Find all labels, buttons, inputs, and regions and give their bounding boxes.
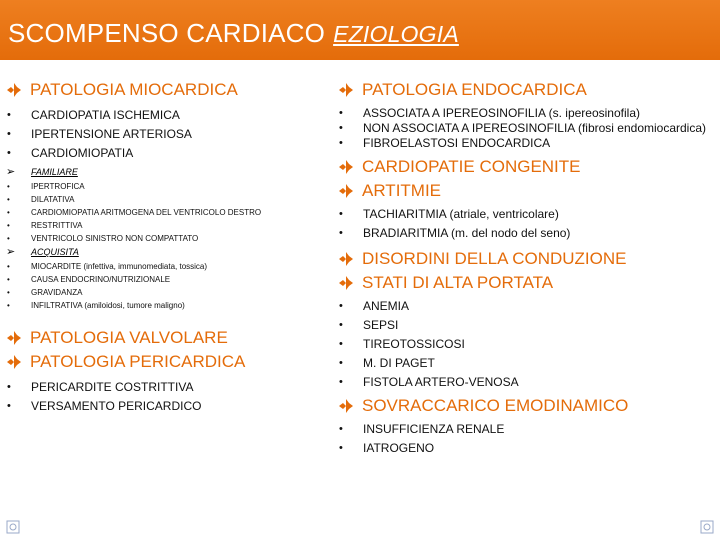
- list-item: • CARDIOMIOPATIA: [7, 146, 134, 160]
- page-title: [8, 18, 459, 49]
- diamond-bullet-icon: [338, 251, 354, 267]
- list-item: • GRAVIDANZA: [7, 288, 83, 297]
- diamond-bullet-icon: [6, 82, 22, 98]
- diamond-bullet-icon: [6, 354, 22, 370]
- title-main: SCOMPENSO CARDIACO: [8, 18, 326, 48]
- list-item: • RESTRITTIVA: [7, 221, 83, 230]
- title-bar: [0, 0, 720, 60]
- heading-patologia-endocardica: PATOLOGIA ENDOCARDICA: [338, 78, 718, 102]
- diamond-bullet-icon: [338, 159, 354, 175]
- list-item: • CAUSA ENDOCRINO/NUTRIZIONALE: [7, 275, 171, 284]
- list-item: • ANEMIA: [339, 299, 410, 313]
- list-item: • SEPSI: [339, 318, 399, 332]
- list-item: • TIREOTOSSICOSI: [339, 337, 465, 351]
- list-item: • FIBROELASTOSI ENDOCARDICA: [339, 136, 551, 150]
- list-item: • INFILTRATIVA (amiloidosi, tumore maligno): [7, 301, 185, 310]
- list-item: • M. DI PAGET: [339, 356, 435, 370]
- list-item: • TACHIARITMIA (atriale, ventricolare): [339, 207, 559, 221]
- slide-logo-icon: [6, 520, 20, 534]
- heading-patologia-pericardica: PATOLOGIA PERICARDICA: [6, 350, 341, 374]
- title-sub: EZIOLOGIA: [333, 21, 459, 47]
- right-column: [338, 78, 718, 456]
- heading-stati-alta-portata: STATI DI ALTA PORTATA: [338, 271, 718, 295]
- list-item: • NON ASSOCIATA A IPEREOSINOFILIA (fibrosi endomiocardica): [339, 121, 707, 135]
- list-item: • CARDIOPATIA ISCHEMICA: [7, 108, 180, 122]
- list-item: • IPERTROFICA: [7, 182, 85, 191]
- arrow-bullet-icon: ➢: [6, 246, 16, 258]
- list-item: • VERSAMENTO PERICARDICO: [7, 399, 202, 413]
- heading-cardiopatie-congenite: CARDIOPATIE CONGENITE: [338, 155, 718, 179]
- list-item: • VENTRICOLO SINISTRO NON COMPATTATO: [7, 234, 199, 243]
- diamond-bullet-icon: [338, 183, 354, 199]
- slide-logo-icon: [700, 520, 714, 534]
- heading-patologia-valvolare: PATOLOGIA VALVOLARE: [6, 326, 341, 350]
- list-item: • PERICARDITE COSTRITTIVA: [7, 380, 194, 394]
- heading-aritmie: ARTITMIE: [338, 179, 718, 203]
- list-item: • ASSOCIATA A IPEREOSINOFILIA (s. ipereosinofila): [339, 106, 640, 120]
- list-item: • BRADIARITMIA (m. del nodo del seno): [339, 226, 571, 240]
- list-item: • INSUFFICIENZA RENALE: [339, 422, 505, 436]
- heading-patologia-miocardica: PATOLOGIA MIOCARDICA: [6, 78, 341, 102]
- heading-sovraccarico-emodinamico: SOVRACCARICO EMODINAMICO: [338, 394, 718, 418]
- diamond-bullet-icon: [338, 82, 354, 98]
- list-item: • MIOCARDITE (infettiva, immunomediata, tossica): [7, 262, 208, 271]
- sub-heading-familiare: ➢ FAMILIARE: [6, 166, 78, 178]
- diamond-bullet-icon: [338, 398, 354, 414]
- diamond-bullet-icon: [6, 330, 22, 346]
- sub-heading-acquisita: ➢ ACQUISITA: [6, 246, 79, 258]
- list-item: • IPERTENSIONE ARTERIOSA: [7, 127, 192, 141]
- list-item: • DILATATIVA: [7, 195, 75, 204]
- list-item: • FISTOLA ARTERO-VENOSA: [339, 375, 519, 389]
- list-item: • CARDIOMIOPATIA ARITMOGENA DEL VENTRICOLO DESTRO: [7, 208, 262, 217]
- arrow-bullet-icon: ➢: [6, 166, 16, 178]
- left-column: [6, 78, 341, 414]
- diamond-bullet-icon: [338, 275, 354, 291]
- list-item: • IATROGENO: [339, 441, 435, 455]
- heading-disordini-conduzione: DISORDINI DELLA CONDUZIONE: [338, 247, 718, 271]
